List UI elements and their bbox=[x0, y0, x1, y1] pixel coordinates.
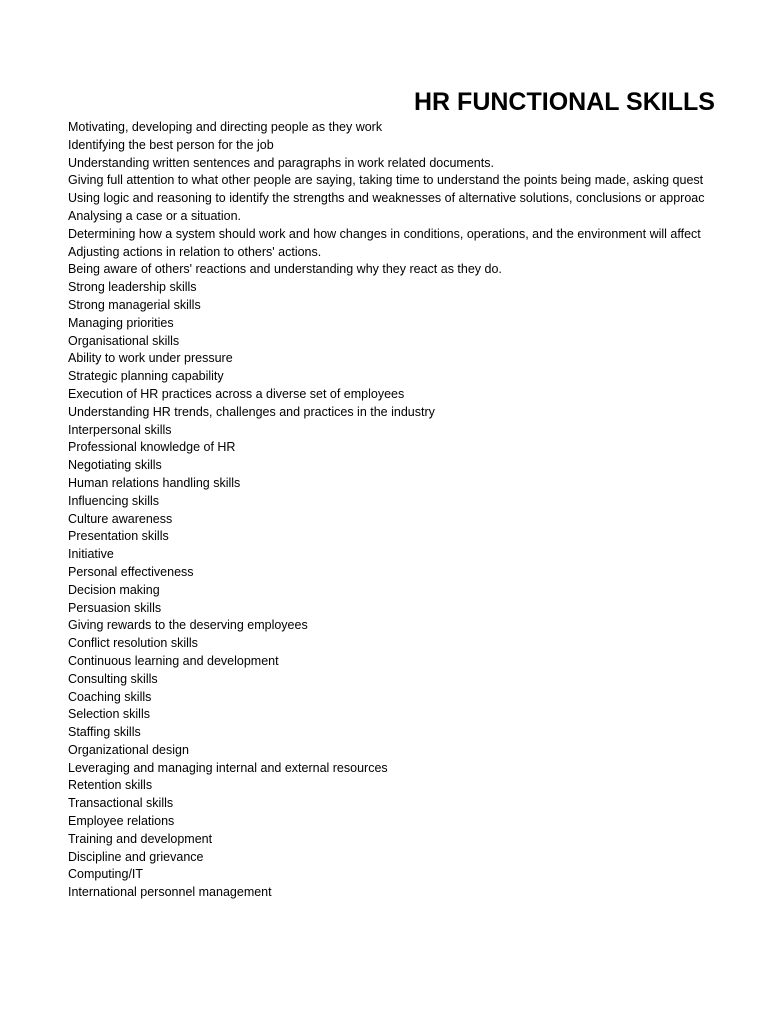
skill-item: Transactional skills bbox=[68, 796, 174, 811]
skill-item: Giving rewards to the deserving employees bbox=[68, 618, 308, 633]
skill-item: Culture awareness bbox=[68, 511, 173, 526]
skill-item: Strong leadership skills bbox=[68, 280, 197, 295]
skill-item: Determining how a system should work and how changes in conditions, operations, and the environment will affect bbox=[68, 226, 701, 241]
skill-item: Adjusting actions in relation to others' actions. bbox=[68, 244, 322, 259]
skill-item: Interpersonal skills bbox=[68, 422, 172, 437]
skill-item: Strong managerial skills bbox=[68, 297, 201, 312]
skill-item: Initiative bbox=[68, 547, 114, 562]
skill-item: Conflict resolution skills bbox=[68, 636, 198, 651]
skill-item: Employee relations bbox=[68, 814, 175, 829]
skill-item: Decision making bbox=[68, 582, 160, 597]
skill-item: Managing priorities bbox=[68, 315, 174, 330]
skill-item: Influencing skills bbox=[68, 493, 160, 508]
skill-item: Coaching skills bbox=[68, 689, 152, 704]
skill-item: Execution of HR practices across a diverse set of employees bbox=[68, 386, 405, 401]
skill-item: Personal effectiveness bbox=[68, 564, 194, 579]
skill-item: Human relations handling skills bbox=[68, 475, 241, 490]
skill-item: Selection skills bbox=[68, 707, 150, 722]
skill-item: Computing/IT bbox=[68, 867, 144, 882]
skill-item: Continuous learning and development bbox=[68, 653, 279, 668]
skill-item: Presentation skills bbox=[68, 529, 169, 544]
skill-item: Retention skills bbox=[68, 778, 153, 793]
skill-item: Leveraging and managing internal and external resources bbox=[68, 760, 388, 775]
skill-item: Consulting skills bbox=[68, 671, 158, 686]
skill-item: Identifying the best person for the job bbox=[68, 137, 274, 152]
skill-item: Persuasion skills bbox=[68, 600, 162, 615]
skill-item: Negotiating skills bbox=[68, 458, 162, 473]
skill-item: Being aware of others' reactions and understanding why they react as they do. bbox=[68, 262, 502, 277]
skill-item: Training and development bbox=[68, 831, 213, 846]
skill-item: Organizational design bbox=[68, 742, 189, 757]
page-title: HR FUNCTIONAL SKILLS bbox=[414, 88, 715, 116]
skill-item: Ability to work under pressure bbox=[68, 351, 233, 366]
skill-item: Strategic planning capability bbox=[68, 369, 224, 384]
skill-item: Using logic and reasoning to identify the strengths and weaknesses of alternative solutions, conclusions or approac bbox=[68, 191, 705, 206]
skill-item: Professional knowledge of HR bbox=[68, 440, 236, 455]
skill-item: Motivating, developing and directing people as they work bbox=[68, 120, 383, 134]
skill-item: Analysing a case or a situation. bbox=[68, 208, 242, 223]
skill-item: Giving full attention to what other people are saying, taking time to understand the points being made, asking quest bbox=[68, 173, 704, 188]
skill-item: Understanding written sentences and paragraphs in work related documents. bbox=[68, 155, 494, 170]
skill-item: Discipline and grievance bbox=[68, 849, 204, 864]
skill-item: Understanding HR trends, challenges and practices in the industry bbox=[68, 404, 435, 419]
skill-item: Staffing skills bbox=[68, 725, 141, 740]
skill-item: International personnel management bbox=[68, 885, 272, 900]
skill-item: Organisational skills bbox=[68, 333, 180, 348]
skills-list bbox=[68, 119, 768, 902]
